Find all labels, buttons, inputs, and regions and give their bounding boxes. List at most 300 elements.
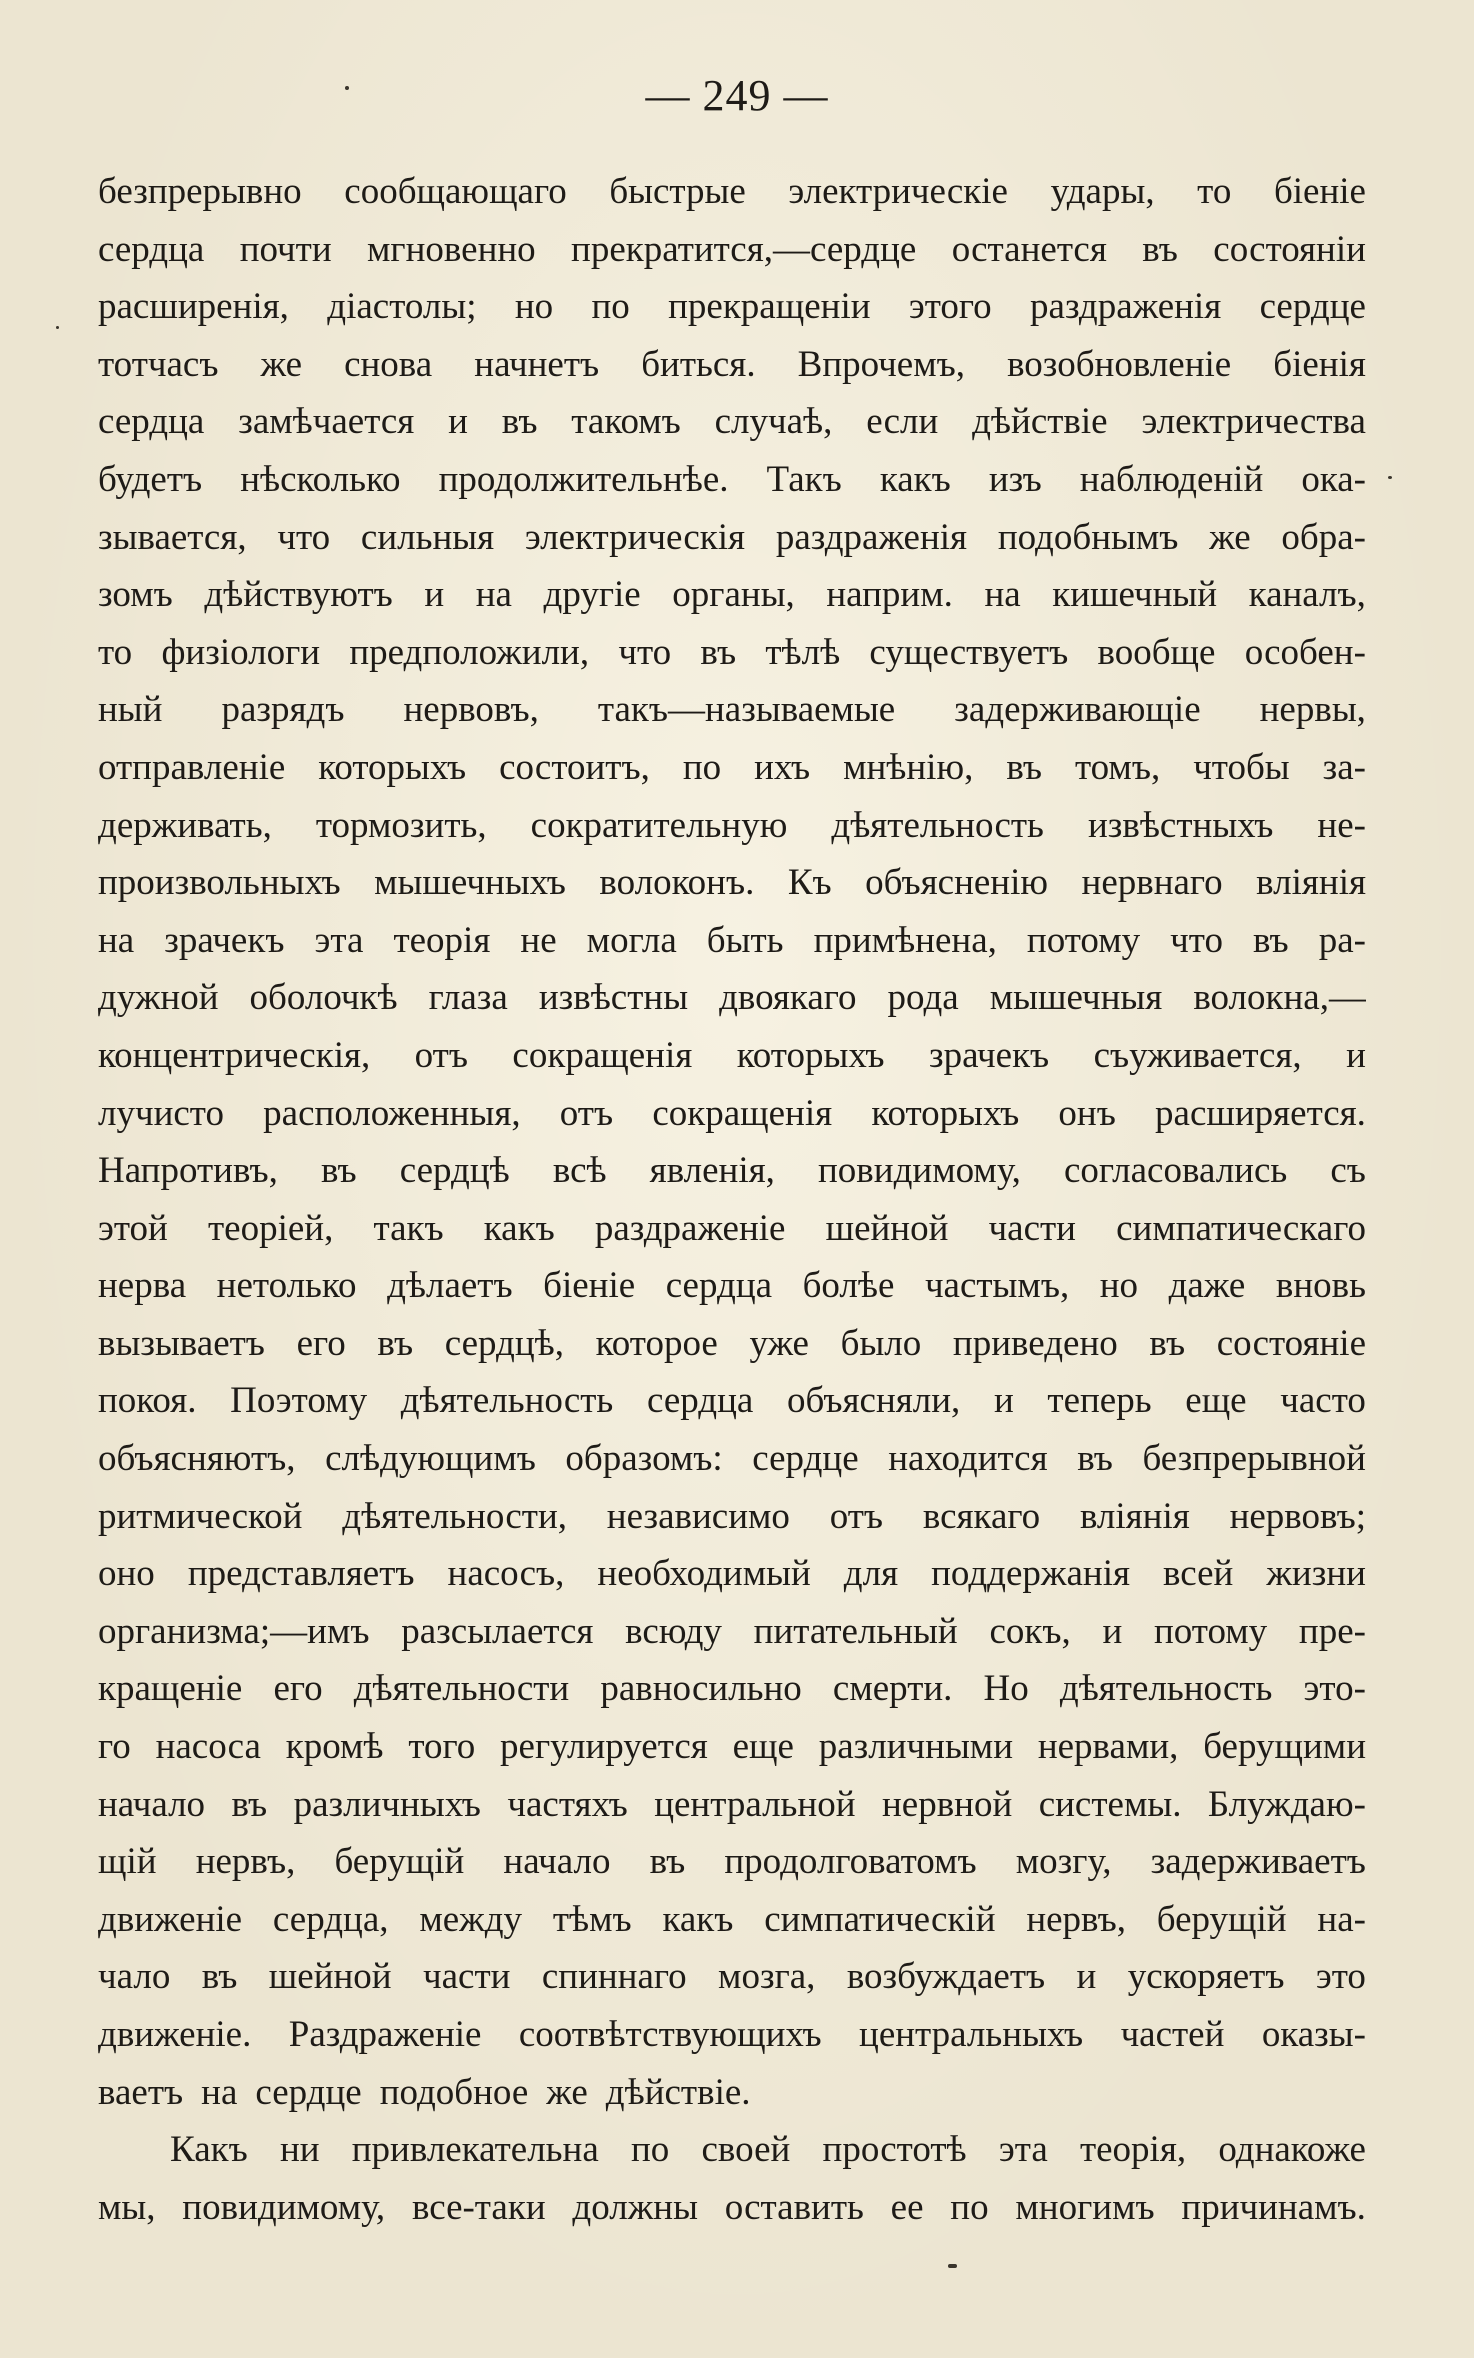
word: мы, xyxy=(98,2186,156,2228)
word: части xyxy=(423,1956,511,1998)
word: почти xyxy=(239,228,332,270)
word: мгновенно xyxy=(367,228,536,270)
word: сердцѣ, xyxy=(444,1322,565,1364)
word: различными xyxy=(818,1726,1014,1768)
word: нѣсколько xyxy=(240,458,401,500)
word: продолговатомъ xyxy=(724,1841,977,1883)
text-line xyxy=(98,1379,1366,1437)
word: берущій xyxy=(1156,1898,1287,1940)
word: потому xyxy=(1026,919,1141,961)
body-text xyxy=(98,170,1366,2243)
text-line xyxy=(98,1092,1366,1150)
word: ока- xyxy=(1301,458,1366,500)
word: расширенія, xyxy=(98,286,289,328)
word: теорія xyxy=(393,919,491,961)
word: соотвѣтствующихъ xyxy=(518,2014,822,2055)
word: уже xyxy=(749,1322,809,1364)
word: части xyxy=(988,1207,1076,1249)
word: но xyxy=(514,286,554,328)
word: начнетъ xyxy=(474,343,600,385)
word: нервной xyxy=(881,1783,1013,1825)
word: что xyxy=(1170,919,1223,961)
text-line xyxy=(98,746,1366,804)
word: ный xyxy=(98,689,163,731)
page-number: — 249 — xyxy=(645,71,829,120)
word: причинамъ. xyxy=(1181,2186,1366,2228)
word: въ xyxy=(320,1150,357,1192)
word: различныхъ xyxy=(293,1783,481,1825)
word: питательный xyxy=(753,1610,958,1652)
word: частымъ, xyxy=(924,1265,1070,1307)
word: для xyxy=(843,1553,899,1595)
text-line xyxy=(98,516,1366,574)
word: лучисто xyxy=(98,1092,224,1134)
word: извѣстныхъ xyxy=(1087,804,1274,846)
word: симпатическаго xyxy=(1116,1207,1366,1249)
word: какъ xyxy=(483,1207,555,1249)
word: то xyxy=(1197,171,1232,212)
word: ускоряетъ xyxy=(1127,1956,1285,1998)
word: регулируется xyxy=(500,1726,708,1768)
word: предположили, xyxy=(349,631,590,673)
word: другіе xyxy=(543,574,641,616)
word: въ xyxy=(1006,746,1042,788)
word: сердца xyxy=(665,1265,773,1307)
word: эта xyxy=(998,2129,1048,2171)
word: независимо xyxy=(606,1495,790,1537)
word: движеніе. xyxy=(98,2014,252,2055)
word: между xyxy=(419,1898,523,1940)
word: сердца xyxy=(98,228,205,270)
word: зрачекъ xyxy=(164,919,285,961)
word: это xyxy=(1315,1956,1366,1998)
text-line xyxy=(98,1667,1366,1725)
word: берущими xyxy=(1203,1726,1366,1768)
word: обра- xyxy=(1281,516,1366,558)
word: того xyxy=(408,1726,476,1768)
word: концентрическія, xyxy=(98,1034,371,1076)
word: системы. xyxy=(1038,1783,1182,1825)
word: объясненію xyxy=(865,862,1049,904)
word: шейной xyxy=(268,1956,392,1998)
word: мнѣнію, xyxy=(843,746,974,788)
word: его xyxy=(296,1322,346,1364)
word: даже xyxy=(1168,1265,1246,1307)
word: и xyxy=(424,574,445,616)
word: дѣлаетъ xyxy=(387,1265,513,1307)
text-line xyxy=(98,688,1366,746)
word: чтобы xyxy=(1193,746,1290,788)
text-line xyxy=(98,1437,1366,1495)
word: то xyxy=(98,631,133,673)
word: сердце xyxy=(255,2071,362,2113)
word: этого xyxy=(908,286,992,328)
word: которыхъ xyxy=(736,1034,885,1076)
word: на xyxy=(201,2071,238,2113)
word: раздраженія xyxy=(775,516,968,558)
text-line xyxy=(98,631,1366,689)
word: каналъ, xyxy=(1248,574,1366,616)
word: изъ xyxy=(988,458,1042,500)
word: наблюденій xyxy=(1079,458,1264,500)
word: какъ xyxy=(662,1898,734,1940)
word: потому xyxy=(1153,1610,1268,1652)
text-line xyxy=(98,285,1366,343)
word: щій xyxy=(98,1841,157,1883)
text-line xyxy=(98,1322,1366,1380)
text-line xyxy=(98,228,1366,286)
word: теоріей, xyxy=(208,1207,334,1249)
word: дужной xyxy=(98,977,219,1019)
word: разрядъ xyxy=(221,689,345,731)
word: продолжительнѣе. xyxy=(438,458,729,500)
word: нерва xyxy=(98,1265,187,1307)
word: часто xyxy=(1280,1380,1366,1422)
word: нервнаго xyxy=(1081,862,1223,904)
text-line xyxy=(98,1610,1366,1668)
word: нетолько xyxy=(216,1265,357,1307)
text-line xyxy=(98,2186,1366,2244)
word: многимъ xyxy=(1015,2186,1155,2228)
word: Блуждаю- xyxy=(1207,1783,1366,1825)
text-line xyxy=(98,1149,1366,1207)
word: электрическія xyxy=(524,516,746,558)
word: на- xyxy=(1317,1898,1366,1940)
word: съ xyxy=(1330,1150,1366,1192)
word: Такъ xyxy=(766,458,842,500)
word: и xyxy=(448,401,468,443)
word: явленія, xyxy=(649,1150,775,1192)
word: было xyxy=(840,1322,922,1364)
word: существуетъ xyxy=(869,631,1069,673)
word: электрическіе xyxy=(788,171,1008,212)
text-line xyxy=(98,1034,1366,1092)
word: волоконъ. xyxy=(599,862,755,904)
word: сокъ, xyxy=(989,1610,1071,1652)
text-line xyxy=(98,1552,1366,1610)
word: быстрые xyxy=(609,171,746,212)
text-line xyxy=(98,919,1366,977)
word: и xyxy=(1076,1956,1097,1998)
word: будетъ xyxy=(98,458,203,500)
word: повидимому, xyxy=(818,1150,1021,1192)
word: мышечныя xyxy=(989,977,1163,1019)
word: въ xyxy=(1077,1438,1113,1480)
word: въ xyxy=(201,1956,238,1998)
word: отъ xyxy=(559,1092,614,1134)
word: теперь xyxy=(1047,1380,1152,1422)
text-line xyxy=(98,2071,1366,2129)
word: сердце xyxy=(1259,286,1366,328)
word: въ xyxy=(1142,228,1178,270)
word: двоякаго xyxy=(719,977,857,1019)
word: электричества xyxy=(1141,401,1366,443)
word: діастолы; xyxy=(327,286,477,328)
word: подобное xyxy=(379,2071,529,2113)
word: всюду xyxy=(625,1610,722,1652)
word: прекращеніи xyxy=(668,286,871,328)
word: вызываетъ xyxy=(98,1322,265,1364)
word: это- xyxy=(1303,1668,1366,1710)
word: прекратится,—сердце xyxy=(571,228,917,270)
word: по xyxy=(591,286,630,328)
word: Напротивъ, xyxy=(98,1150,278,1192)
word: начало xyxy=(98,1783,206,1825)
word: жизни xyxy=(1266,1553,1366,1595)
word: какъ xyxy=(879,458,951,500)
word: и xyxy=(1346,1034,1366,1076)
word: кишечный xyxy=(1052,574,1218,616)
word: сокращенія xyxy=(652,1092,833,1134)
word: слѣдующимъ xyxy=(325,1438,536,1480)
text-line xyxy=(98,1264,1366,1322)
word: сердца xyxy=(98,401,205,443)
word: же xyxy=(1209,516,1251,558)
text-line xyxy=(98,343,1366,401)
word: въ xyxy=(700,631,737,673)
word: зывается, xyxy=(98,516,247,558)
word: физіологи xyxy=(161,631,321,673)
word: тормозить, xyxy=(315,804,487,846)
word: Впрочемъ, xyxy=(797,343,966,385)
word: оказы- xyxy=(1261,2014,1366,2055)
word: въ xyxy=(501,401,538,443)
word: по xyxy=(950,2186,989,2228)
word: оно xyxy=(98,1553,155,1595)
word: Раздраженіе xyxy=(288,2014,482,2055)
word: равносильно xyxy=(600,1668,802,1710)
word: органы, xyxy=(672,574,795,616)
word: тотчасъ xyxy=(98,343,219,385)
word: этой xyxy=(98,1207,168,1249)
word: находится xyxy=(888,1438,1048,1480)
word: по xyxy=(630,2129,670,2171)
text-line xyxy=(98,2128,1366,2186)
word: за- xyxy=(1322,746,1366,788)
word: сократительную xyxy=(530,804,788,846)
word: нервовъ; xyxy=(1229,1495,1366,1537)
word: которыхъ xyxy=(871,1092,1020,1134)
word: но xyxy=(1099,1265,1139,1307)
word: всей xyxy=(1163,1553,1234,1595)
word: рода xyxy=(887,977,959,1019)
text-line xyxy=(98,400,1366,458)
word: берущій xyxy=(334,1841,465,1883)
word: нервъ, xyxy=(195,1841,296,1883)
word: дѣйствуютъ xyxy=(204,574,393,616)
word: глаза xyxy=(428,977,508,1019)
word: нервъ, xyxy=(1026,1898,1126,1940)
word: задерживающіе xyxy=(954,689,1201,731)
word: расширяется. xyxy=(1155,1092,1366,1134)
word: въ xyxy=(231,1783,268,1825)
word: замѣчается xyxy=(238,401,415,443)
word: Какъ xyxy=(170,2129,248,2171)
word: снова xyxy=(344,343,433,385)
word: такъ xyxy=(373,1207,444,1249)
word: шейной xyxy=(825,1207,949,1249)
word: держивать, xyxy=(98,804,272,846)
word: нервами, xyxy=(1037,1726,1179,1768)
word: и xyxy=(1102,1610,1123,1652)
word: сильныя xyxy=(360,516,495,558)
word: частяхъ xyxy=(507,1783,628,1825)
word: ваетъ xyxy=(98,2071,184,2113)
word: теорія, xyxy=(1079,2129,1187,2171)
word: безпрерывной xyxy=(1142,1438,1366,1480)
word: оболочкѣ xyxy=(249,977,398,1019)
word: же xyxy=(546,2071,588,2113)
word: дѣятельности xyxy=(353,1668,570,1710)
word: смерти. xyxy=(832,1668,953,1710)
word: согласовались xyxy=(1063,1150,1288,1192)
word: въ xyxy=(377,1322,414,1364)
word: тѣмъ xyxy=(552,1898,632,1940)
word: раздраженія xyxy=(1030,286,1222,328)
word: біеніе xyxy=(543,1265,636,1307)
word: такомъ xyxy=(571,401,681,443)
word: все-таки xyxy=(411,2186,546,2228)
word: пре- xyxy=(1298,1610,1366,1652)
word: Къ xyxy=(787,862,832,904)
word: волокна,— xyxy=(1193,977,1366,1019)
word: объясняютъ, xyxy=(98,1438,296,1480)
text-line xyxy=(98,1955,1366,2013)
word: мышечныхъ xyxy=(374,862,566,904)
word: мозга, xyxy=(718,1956,816,1998)
word: дѣятельность xyxy=(1059,1668,1273,1710)
word: на xyxy=(98,919,135,961)
word: въ xyxy=(1149,1322,1186,1364)
word: эта xyxy=(314,919,364,961)
word: еще xyxy=(1185,1380,1247,1422)
word: же xyxy=(260,343,303,385)
word: на xyxy=(475,574,512,616)
text-line xyxy=(98,458,1366,516)
word: кромѣ xyxy=(285,1726,384,1768)
word: подобнымъ xyxy=(997,516,1179,558)
word: наприм. xyxy=(826,574,953,616)
word: онъ xyxy=(1058,1092,1116,1134)
text-line xyxy=(98,804,1366,862)
word: дѣйствіе xyxy=(972,401,1108,443)
word: приведено xyxy=(952,1322,1118,1364)
word: нервы, xyxy=(1259,689,1366,731)
word: отъ xyxy=(829,1495,884,1537)
word: сердца xyxy=(646,1380,754,1422)
word: биться. xyxy=(641,343,756,385)
word: вліянія xyxy=(1256,862,1366,904)
word: біенія xyxy=(1273,343,1366,385)
word: сердце xyxy=(752,1438,859,1480)
word: тѣлѣ xyxy=(765,631,841,673)
word: поддержанія xyxy=(931,1553,1130,1595)
word: дѣятельность xyxy=(400,1380,614,1422)
word: центральныхъ xyxy=(859,2014,1084,2055)
word: нервовъ, xyxy=(403,689,539,731)
word: біеніе xyxy=(1273,171,1366,212)
word: чало xyxy=(98,1956,171,1998)
word: начало xyxy=(503,1841,611,1883)
word: въ xyxy=(649,1841,686,1883)
word: кращеніе xyxy=(98,1668,243,1710)
word: случаѣ, xyxy=(714,401,833,443)
word: простотѣ xyxy=(822,2129,967,2171)
word: сообщающаго xyxy=(344,171,567,212)
word: зомъ xyxy=(98,574,173,616)
word: вліянія xyxy=(1079,1495,1190,1537)
word: частей xyxy=(1120,2014,1225,2055)
word: расположенныя, xyxy=(263,1092,521,1134)
word: объясняли, xyxy=(786,1380,961,1422)
word: привлекательна xyxy=(351,2129,599,2171)
word: по xyxy=(682,746,722,788)
word: его xyxy=(273,1668,323,1710)
text-line xyxy=(98,1898,1366,1956)
word: мозгу, xyxy=(1015,1841,1112,1883)
text-line xyxy=(98,573,1366,631)
word: насосъ, xyxy=(447,1553,565,1595)
word: не xyxy=(520,919,557,961)
word: ни xyxy=(279,2129,320,2171)
word: состоитъ, xyxy=(499,746,650,788)
word: состояніе xyxy=(1216,1322,1366,1364)
word: останется xyxy=(951,228,1107,270)
word: еще xyxy=(732,1726,794,1768)
word: дѣйствіе. xyxy=(605,2071,751,2113)
text-line xyxy=(98,1725,1366,1783)
word: удары, xyxy=(1050,171,1155,212)
word: Поэтому xyxy=(230,1380,368,1422)
word: вновь xyxy=(1275,1265,1366,1307)
word: отъ xyxy=(414,1034,468,1076)
word: отправленіе xyxy=(98,746,286,788)
word: особен- xyxy=(1244,631,1366,673)
word: быть xyxy=(706,919,784,961)
word: томъ, xyxy=(1074,746,1161,788)
text-line xyxy=(98,170,1366,228)
word: однакоже xyxy=(1218,2129,1366,2171)
word: го xyxy=(98,1726,131,1768)
word: должны xyxy=(572,2186,698,2228)
word: дѣятельность xyxy=(831,804,1044,846)
word: если xyxy=(866,401,939,443)
text-line xyxy=(98,1840,1366,1898)
word: своей xyxy=(701,2129,791,2171)
word: ра- xyxy=(1318,919,1366,961)
text-line xyxy=(98,2013,1366,2071)
word: въ xyxy=(1252,919,1289,961)
word: и xyxy=(993,1380,1014,1422)
word: что xyxy=(277,516,331,558)
word: состояніи xyxy=(1213,228,1366,270)
word: болѣе xyxy=(802,1265,895,1307)
word: симпатическій xyxy=(764,1898,996,1940)
word: всякаго xyxy=(922,1495,1041,1537)
word: которое xyxy=(595,1322,718,1364)
text-line xyxy=(98,1207,1366,1265)
text-line xyxy=(98,1783,1366,1841)
word: ихъ xyxy=(754,746,811,788)
word: на xyxy=(984,574,1021,616)
word: необходимый xyxy=(597,1553,811,1595)
word: дѣятельности, xyxy=(342,1495,567,1537)
word: задерживаетъ xyxy=(1150,1841,1366,1883)
word: сокращенія xyxy=(512,1034,693,1076)
word: которыхъ xyxy=(318,746,467,788)
word: насоса xyxy=(155,1726,261,1768)
word: образомъ: xyxy=(565,1438,723,1480)
